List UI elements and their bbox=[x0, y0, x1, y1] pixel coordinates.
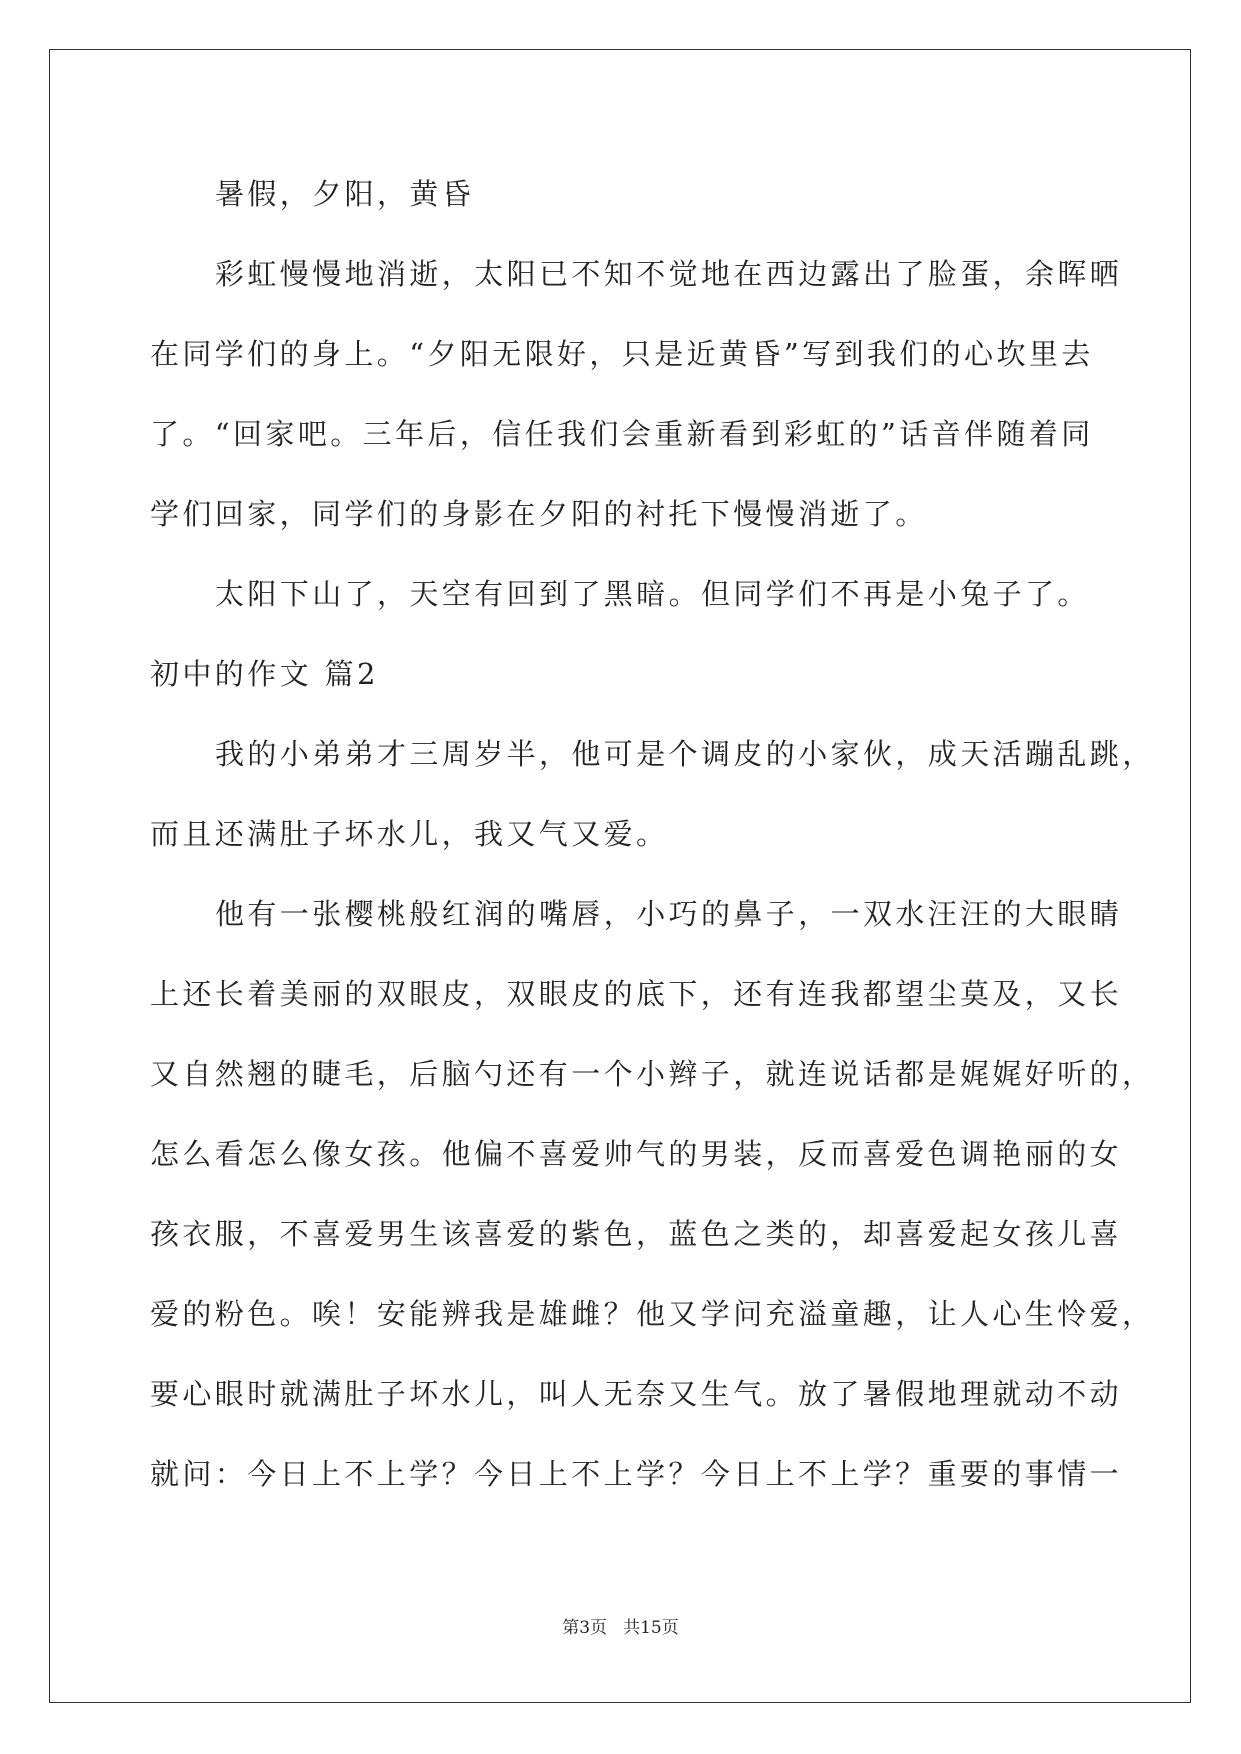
text-line: 要心眼时就满肚子坏水儿，叫人无奈又生气。放了暑假地理就动不动 bbox=[150, 1377, 1123, 1411]
text-line: 爱的粉色。唉！安能辨我是雄雌？他又学问充溢童趣，让人心生怜爱， bbox=[150, 1297, 1155, 1331]
page-total: 共15页 bbox=[623, 1618, 679, 1638]
text-line: 而且还满肚子坏水儿，我又气又爱。 bbox=[150, 817, 669, 851]
text-line: 学们回家，同学们的身影在夕阳的衬托下慢慢消逝了。 bbox=[150, 497, 928, 531]
section-heading: 初中的作文 篇2 bbox=[150, 657, 379, 691]
text-line: 他有一张樱桃般红润的嘴唇，小巧的鼻子，一双水汪汪的大眼睛 bbox=[215, 897, 1123, 931]
text-line: 孩衣服，不喜爱男生该喜爱的紫色，蓝色之类的，却喜爱起女孩儿喜 bbox=[150, 1217, 1123, 1251]
text-line: 彩虹慢慢地消逝，太阳已不知不觉地在西边露出了脸蛋，余晖晒 bbox=[215, 257, 1123, 291]
text-line: 我的小弟弟才三周岁半，他可是个调皮的小家伙，成天活蹦乱跳， bbox=[215, 737, 1155, 771]
text-line: 了。“回家吧。三年后，信任我们会重新看到彩虹的”话音伴随着同 bbox=[150, 417, 1094, 451]
text-line: 暑假，夕阳，黄昏 bbox=[215, 177, 475, 211]
text-line: 上还长着美丽的双眼皮，双眼皮的底下，还有连我都望尘莫及，又长 bbox=[150, 977, 1123, 1011]
text-line: 太阳下山了，天空有回到了黑暗。但同学们不再是小兔子了。 bbox=[215, 577, 1090, 611]
text-line: 就问：今日上不上学？今日上不上学？今日上不上学？重要的事情一 bbox=[150, 1457, 1123, 1491]
text-line: 在同学们的身上。“夕阳无限好，只是近黄昏”写到我们的心坎里去 bbox=[150, 337, 1094, 371]
text-line: 又自然翘的睫毛，后脑勺还有一个小辫子，就连说话都是娓娓好听的， bbox=[150, 1057, 1155, 1091]
page-number: 第3页 bbox=[562, 1618, 608, 1638]
text-line: 怎么看怎么像女孩。他偏不喜爱帅气的男装，反而喜爱色调艳丽的女 bbox=[150, 1137, 1123, 1171]
page-footer bbox=[0, 1616, 1241, 1640]
